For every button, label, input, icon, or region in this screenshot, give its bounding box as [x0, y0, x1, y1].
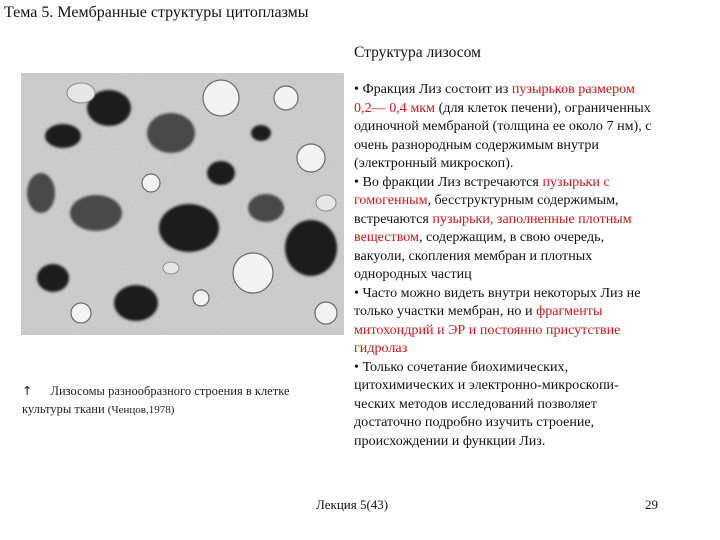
text-line: • Часто можно видеть внутри некоторых Лиз не [354, 284, 641, 301]
figure-caption [22, 382, 342, 419]
text-line: происхождении и функции Лиз. [354, 432, 546, 449]
text-line: цитохимических и электронно-микроскопи- [354, 377, 619, 393]
text-line: только участки мембран, но и фрагменты [354, 303, 603, 319]
text-line: встречаются пузырьки, заполненные плотным [354, 210, 632, 227]
text-line: ческих методов исследований позволяет [354, 395, 597, 412]
text-line: (электронный микроскоп). [354, 155, 514, 171]
section-title: Структура лизосом [354, 44, 481, 61]
text-line: вакуоли, скопления мембран и плотных [354, 247, 593, 264]
text-line: • Фракция Лиз состоит из пузырьков размером [354, 81, 635, 97]
text-line: очень разнородным содержимым внутри [354, 136, 599, 153]
text-line: веществом, содержащим, в свою очередь, [354, 229, 605, 245]
text-line: • Во фракции Лиз встречаются пузырьки с [354, 173, 610, 190]
page-number: 29 [645, 497, 658, 512]
caption-line2: культуры ткани [22, 402, 105, 416]
text-line: одиночной мембраной (толщина ее около 7 нм), с [354, 118, 652, 134]
body-text [354, 80, 698, 450]
text-line: достаточно подробно изучить строение, [354, 414, 595, 430]
text-line: митохондрий и ЭР и постоянно присутствие [354, 321, 621, 338]
text-line: гомогенным, бесструктурным содержимым, [354, 192, 619, 208]
caption-author: (Ченцов,1978) [107, 404, 175, 416]
text-line: однородных частиц [354, 266, 472, 282]
text-line: • Только сочетание биохимических, [354, 358, 569, 375]
caption-main: Лизосомы разнообразного строения в клетке [50, 384, 290, 398]
arrow-up-icon: ↑ [22, 383, 33, 398]
slide-topic: Тема 5. Мембранные структуры цитоплазмы [4, 4, 309, 21]
electron-micrograph [21, 73, 344, 335]
text-line: гидролаз [354, 340, 408, 356]
footer-lecture: Лекция 5(43) [316, 497, 389, 512]
text-line: 0,2— 0,4 мкм (для клеток печени), ограниченных [354, 99, 651, 116]
